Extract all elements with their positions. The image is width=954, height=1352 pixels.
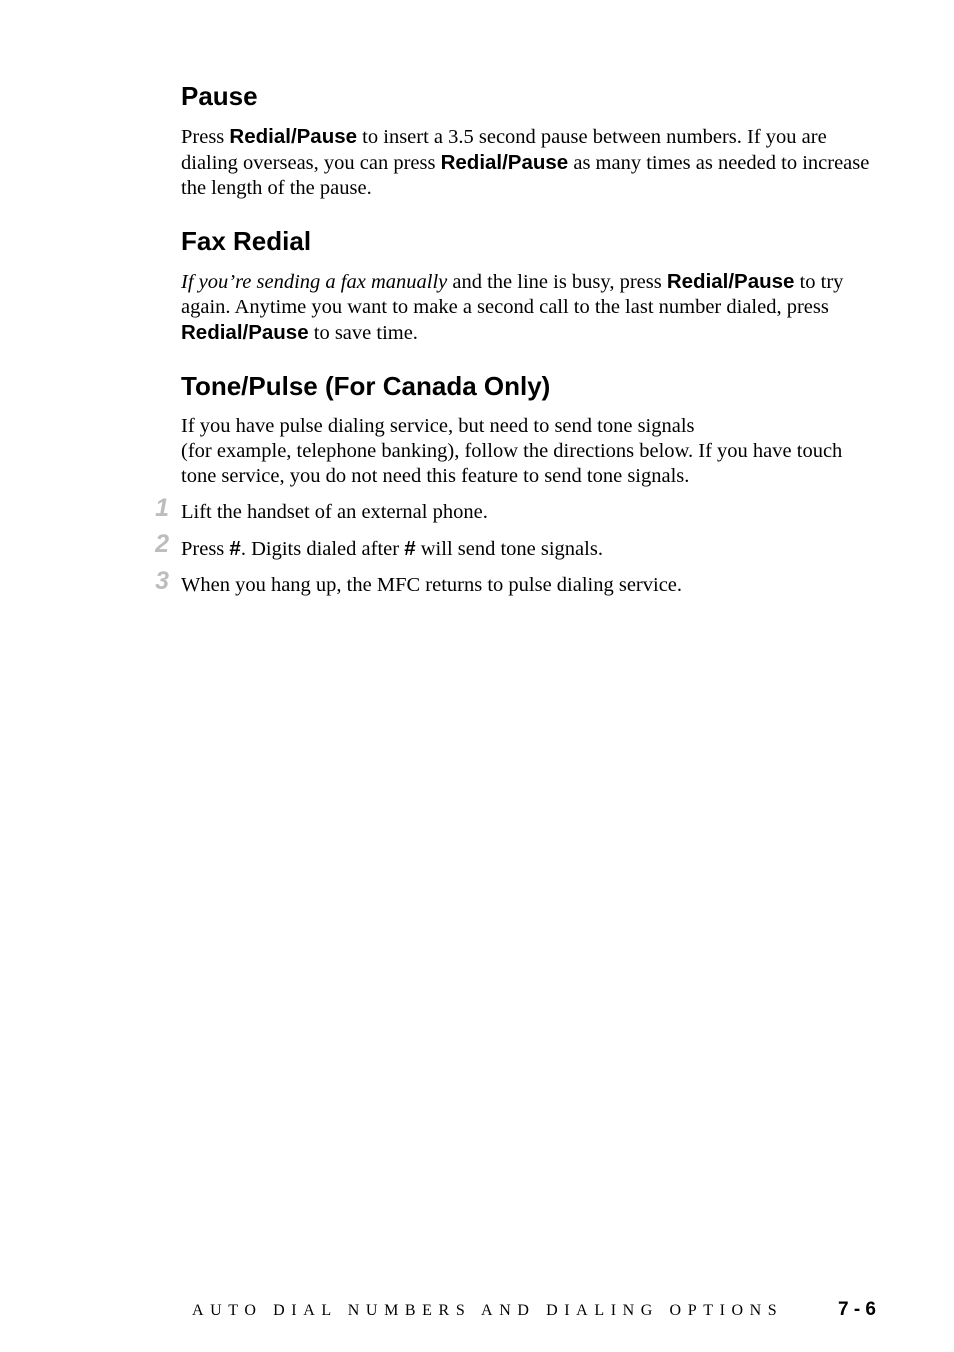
text-run: and the line is busy, press (447, 271, 667, 293)
step-item (155, 494, 881, 525)
text-run: Press (181, 538, 230, 560)
section-heading: Fax Redial (181, 226, 312, 256)
step-number: 3 (155, 567, 169, 595)
text-run: to save time. (308, 322, 418, 344)
text-run: Press (181, 126, 230, 148)
emphasis-text: If you’re sending a fax manually (181, 271, 448, 293)
text-run: as many times as needed to increase the length of the pause. (181, 152, 870, 199)
key-name: Redial/Pause (229, 125, 358, 148)
section-tone-pulse (181, 368, 881, 489)
key-name: # (229, 537, 241, 560)
step-list (155, 494, 881, 598)
text-run: (for example, telephone banking), follow the directions below. If you have touch tone service, you do not need this feature to send tone signals. (181, 440, 843, 487)
page-footer (192, 1298, 876, 1324)
section-paragraph (181, 414, 881, 489)
step-item (155, 567, 881, 598)
step-item (155, 530, 881, 562)
key-name: Redial/Pause (440, 151, 569, 174)
chapter-title: AUTO DIAL NUMBERS AND DIALING OPTIONS (192, 1302, 784, 1319)
step-text (181, 501, 488, 523)
text-run: to try again. Anytime you want to make a second call to the last number dialed, press (181, 271, 844, 318)
document-body (155, 78, 881, 609)
step-number: 1 (155, 494, 169, 522)
section-heading: Pause (181, 81, 258, 111)
page-number: 7 - 6 (837, 1299, 876, 1320)
key-name: # (404, 537, 416, 560)
section-paragraph (181, 269, 881, 346)
step-text (181, 574, 682, 596)
step-text (181, 538, 603, 560)
text-run: If you have pulse dialing service, but need to send tone signals (181, 415, 695, 437)
step-number: 2 (155, 530, 169, 558)
text-run: . Digits dialed after (240, 538, 405, 560)
section-heading: Tone/Pulse (For Canada Only) (181, 371, 551, 401)
section-pause (181, 78, 881, 201)
key-name: Redial/Pause (666, 270, 795, 293)
text-run: will send tone signals. (415, 538, 603, 560)
key-name: Redial/Pause (181, 321, 309, 344)
section-paragraph (181, 124, 881, 201)
text-run: to insert a 3.5 second pause between numbers. If you are dialing overseas, you can press (181, 126, 827, 174)
text-run: Lift the handset of an external phone. (181, 501, 488, 523)
text-run: When you hang up, the MFC returns to pulse dialing service. (181, 574, 683, 596)
section-fax-redial (181, 223, 881, 346)
